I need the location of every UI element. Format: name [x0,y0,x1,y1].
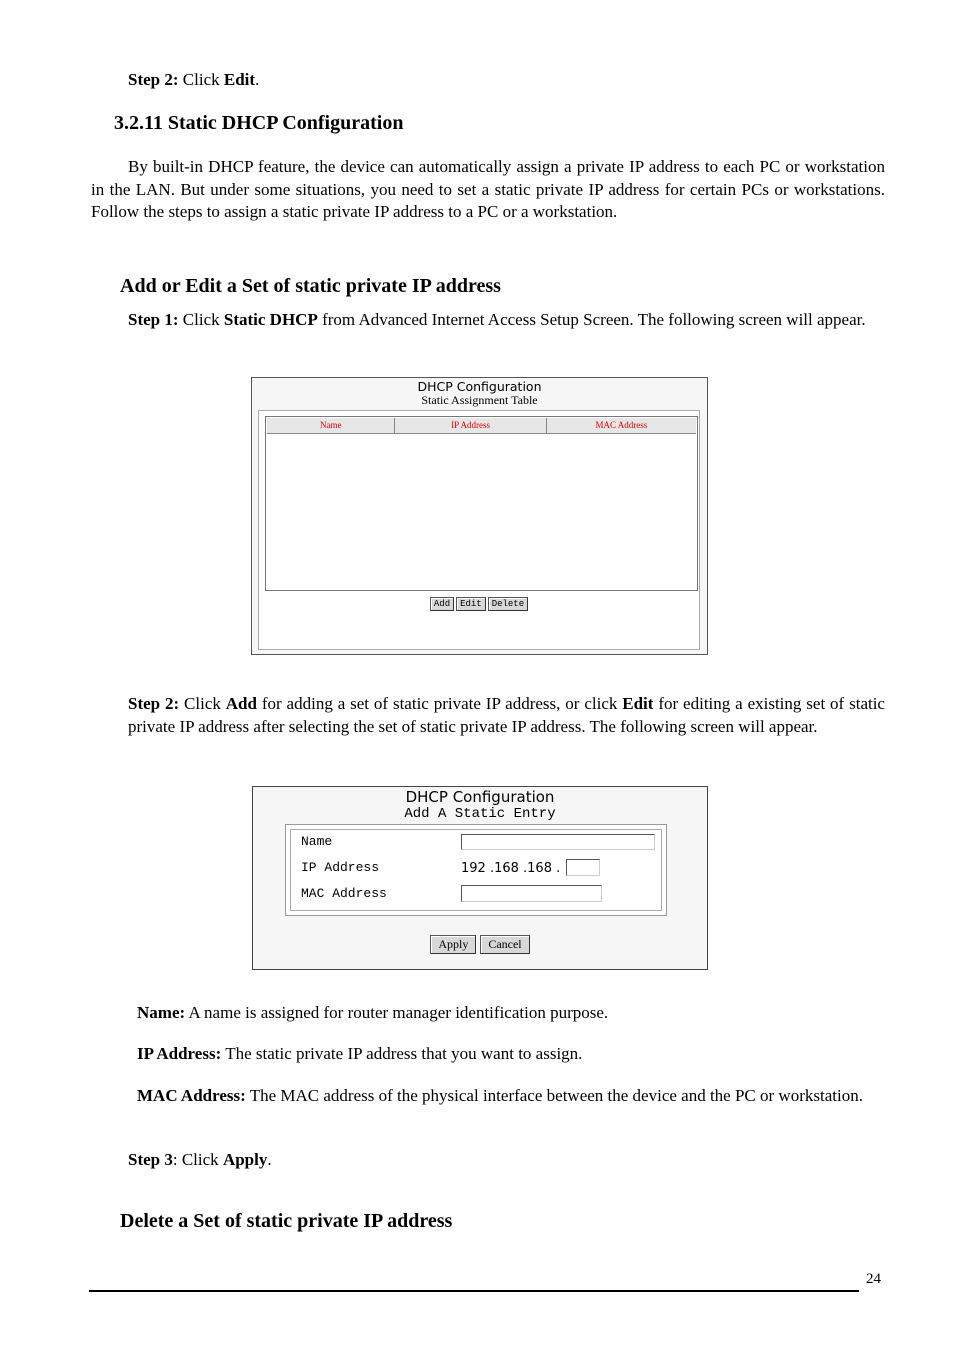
step2-text-2: for adding a set of static private IP address, or click [256,694,623,713]
step2-bold-add: Add [225,694,257,713]
entry-form-inner [290,829,662,911]
step3-end: . [267,1150,272,1169]
column-mac-address[interactable]: MAC Address [595,420,648,430]
step3 [128,1149,272,1172]
subsection-add-edit-title: Add or Edit a Set of static private IP address [120,275,501,297]
shot2-buttons [253,935,707,954]
subsection-delete-title: Delete a Set of static private IP address [120,1210,453,1232]
top-step [128,69,259,92]
static-assignment-table [265,416,698,591]
step2 [128,693,885,738]
mac-address-input[interactable] [461,885,602,902]
step2-bold-edit: Edit [622,694,654,713]
step1 [128,309,885,332]
def-name-text: A name is assigned for router manager identification purpose. [185,1003,609,1022]
def-ip [137,1043,885,1066]
top-step-end: . [255,70,260,89]
step1-label: Step 1: [128,310,179,329]
column-name[interactable]: Name [267,418,395,433]
step2-text: Click [179,694,226,713]
shot1-buttons [259,597,699,611]
shot1-subtitle: Static Assignment Table [421,393,538,407]
step3-label: Step 3 [128,1150,173,1169]
step3-bold: Apply [222,1150,268,1169]
def-mac-text: The MAC address of the physical interface between the device and the PC or workstation. [245,1086,863,1105]
step2-label: Step 2: [128,694,180,713]
cancel-button[interactable]: Cancel [480,935,529,954]
shot1-title: DHCP Configuration [417,379,542,394]
top-step-text: Click [178,70,224,89]
def-mac-label: MAC Address: [137,1086,246,1105]
page-number: 24 [866,1271,881,1287]
mac-address-label: MAC Address [301,886,387,901]
apply-button[interactable]: Apply [430,935,476,954]
name-label: Name [301,834,333,849]
section-title: 3.2.11 Static DHCP Configuration [114,112,404,134]
step1-text: Click [178,310,224,329]
step2-text-3: for editing a existing set of static private IP address after selecting the set of static private IP address. The following screen will appear. [128,694,885,736]
def-ip-text: The static private IP address that you want to assign. [221,1044,583,1063]
step1-bold: Static DHCP [223,310,318,329]
column-ip-address[interactable]: IP Address [395,418,546,433]
ip-address-label: IP Address [301,860,380,875]
ip-prefix: 192 .168 .168 . [461,861,561,876]
table-header [267,418,696,434]
def-name [137,1002,885,1025]
entry-form [285,824,667,916]
delete-button[interactable]: Delete [488,597,528,611]
name-input[interactable] [461,834,655,850]
shot1-panel [258,410,700,650]
add-static-entry-screenshot [252,786,708,970]
top-step-bold: Edit [223,70,256,89]
add-button[interactable]: Add [430,597,454,611]
top-step-label: Step 2: [128,70,179,89]
def-ip-label: IP Address: [137,1044,222,1063]
def-name-label: Name: [137,1003,186,1022]
intro-paragraph: By built-in DHCP feature, the device can automatically assign a private IP address to each PC or workstation in the LAN. But under some situations, you need to set a static private IP address for certain PCs or workstations. Follow the steps to assign a static private IP address to a PC or a workstation. [91,157,885,221]
step3-text: : Click [172,1150,223,1169]
edit-button[interactable]: Edit [456,597,486,611]
step1-text-end: from Advanced Internet Access Setup Screen. The following screen will appear. [317,310,866,329]
shot2-title: DHCP Configuration [405,788,555,806]
footer-rule [89,1290,859,1292]
def-mac [137,1085,885,1108]
static-assignment-screenshot [251,377,708,655]
shot2-subtitle: Add A Static Entry [404,806,556,822]
ip-last-octet-input[interactable] [566,859,600,876]
